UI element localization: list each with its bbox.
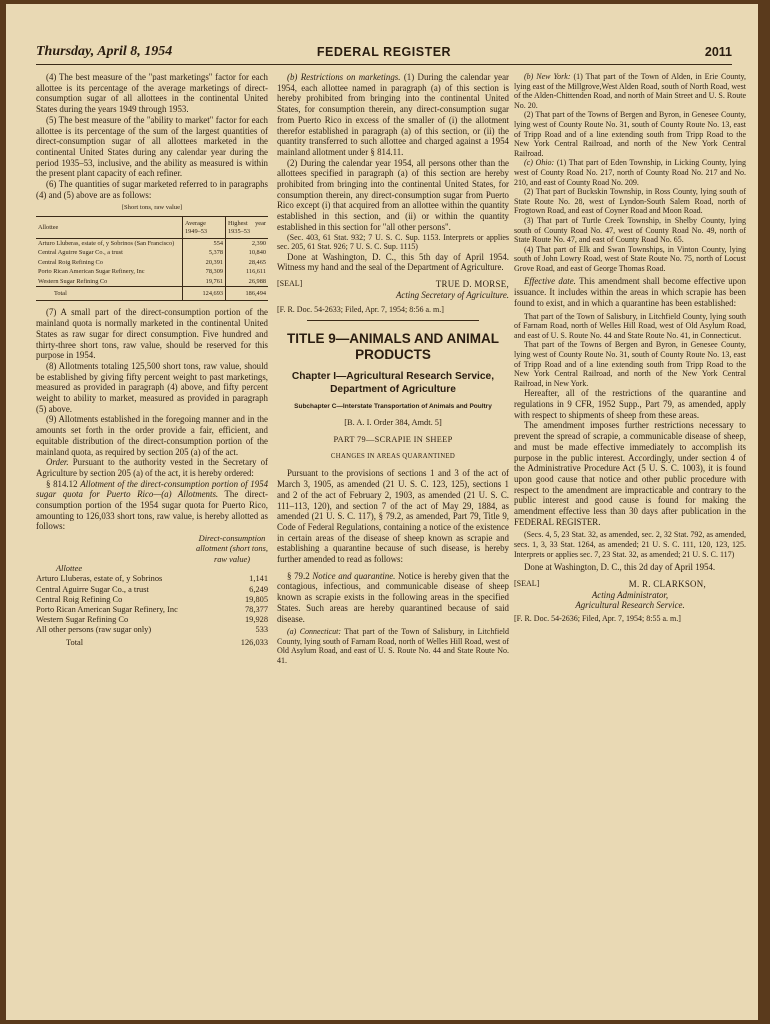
allotment-total-value: 126,033 [240, 637, 268, 647]
new-york-paragraph-1 [514, 72, 746, 110]
title-heading: TITLE 9—ANIMALS AND ANIMAL PRODUCTS [287, 331, 499, 363]
header-date: Thursday, April 8, 1954 [36, 44, 173, 59]
table-cell-avg: 5,378 [183, 248, 226, 257]
allotment-name: Porto Rican American Sugar Refinery, Inc [36, 604, 178, 614]
table-cell-high: 116,611 [226, 267, 269, 276]
table-header-highest: Highest year 1935–53 [226, 217, 269, 239]
included-area-2: That part of the Towns of Bergen and Byron, in Genesee County, lying west of County Route No. 31, south of County Route No. 13, east of Tripp Road and of a line extending south from Tripp Road to the New York Central Railroad, and north of the New York Central Railroad, in New York. [514, 340, 746, 388]
list-item [36, 585, 268, 595]
section-text: Notice is hereby given that the contagious, infectious, and communicable disease of sheep known as scrapie exists in the following areas in the specified States. Such areas are hereby quarantined because of said disease. [277, 570, 510, 624]
amendment-paragraph: The amendment imposes further restrictions necessary to prevent the spread of scrapie, a communicable disease of sheep, and must be made effective immediately to accomplish its purpose in the public interest. Accordingly, under section 4 of the Administrative Procedure Act (5 U. S. C. 1003), it is found upon good cause that notice and other public procedure with respect to the amendment are impracticable and contrary to the public interest and good cause is found for making the amendment effective less than 30 days after publication in the FEDERAL REGISTER. [514, 420, 746, 527]
signer-title-2: Agricultural Research Service. [575, 600, 685, 611]
connecticut-text: That part of the Town of Salisbury, in Litchfield County, lying south of Farnam Road, north of Welles Hill Road, west of Old Asylum Road, and east of U. S. Route No. 44 and State Route No. 41. [277, 627, 510, 666]
fr-doc-note: [F. R. Doc. 54-2636; Filed, Apr. 7, 1954; 8:55 a. m.] [514, 614, 681, 624]
header-title: FEDERAL REGISTER [316, 45, 452, 59]
list-item [36, 574, 268, 584]
list-item [36, 615, 268, 625]
allotment-value: 19,928 [244, 615, 268, 625]
part-heading: PART 79—SCRAPIE IN SHEEP [333, 435, 453, 445]
document-page [6, 4, 758, 1020]
included-area-1: That part of the Town of Salisbury, in Litchfield County, lying south of Farnam Road, north of Welles Hill Road, west of Old Asylum Road, and east of U. S. Route No. 44 and State Route No. 41, in Connecticut. [514, 311, 746, 340]
allotment-name: Western Sugar Refining Co [36, 615, 129, 625]
restrictions-text: (1) During the calendar year 1954, each allottee named in paragraph (a) of this section is hereby prohibited from bringing into the continental United States, for consumption therein, any direct-consumption sugar from Puerto Rico in excess of the smaller of (i) the allotment therefor established in paragraph (a) of this section, or (ii) the quantity transferred to such allottee and charged against a 1954 mainland allotment under § 814.11. [277, 72, 510, 157]
table-cell-name: Western Sugar Refining Co [38, 277, 108, 285]
seal: [SEAL] [514, 578, 540, 588]
new-york-label: (b) New York: [524, 72, 571, 81]
allotment-value: 78,377 [244, 604, 268, 614]
section-title: Notice and quarantine. [312, 570, 396, 581]
chapter-heading: Chapter I—Agricultural Research Service, Department of Agriculture [291, 371, 495, 395]
list-item [36, 595, 268, 605]
table-cell-name: Central Roig Refining Co [38, 258, 103, 266]
paragraph-5: (5) The best measure of the "ability to market" factor for each allottee is its percentage of the sum of the largest quantities of direct-consumption sugar of all allottees marketed in the continental United States during any calendar year during the period 1935–53, inclusive, and the ability as measured is within the present plant capacity of each refiner. [36, 114, 268, 179]
ohio-paragraph-3: (3) That part of Turtle Creek Township, in Shelby County, lying south of County Road No. 47, west of County Road No. 49, north of State Route No. 47, and east of County Road No. 65. [514, 215, 746, 245]
table-header-allottee: Allottee [36, 217, 183, 239]
allotment-header [36, 534, 268, 574]
list-item [36, 625, 268, 635]
order-label: Order. [46, 457, 69, 468]
restrictions-paragraph [277, 72, 509, 158]
table-cell-high: 28,465 [226, 258, 269, 267]
marketings-table [36, 216, 268, 301]
effective-date-label: Effective date. [524, 276, 576, 287]
signer-name: M. R. CLARKSON, [628, 578, 706, 589]
list-item [36, 605, 268, 615]
new-york-text-1: (1) That part of the Town of Alden, in Erie County, lying east of the Millgrove,West Alden Road, south of North Road, west of the Alden-Chittenden Road, and north of Main Street and U. S. Route No. 20. [514, 72, 746, 110]
fr-doc-note: [F. R. Doc. 54-2633; Filed, Apr. 7, 1954; 8:56 a. m.] [277, 304, 444, 314]
order-text: Pursuant to the authority vested in the Secretary of Agriculture by section 205 (a) of the act, it is hereby ordered: [36, 457, 269, 478]
changes-heading: CHANGES IN AREAS QUARANTINED [330, 452, 456, 460]
table-cell-high: 2,390 [226, 238, 269, 248]
section-label: § 814.12 [46, 478, 78, 489]
signer-name: TRUE D. MORSE, [435, 279, 509, 290]
table-cell-avg: 19,761 [183, 277, 226, 287]
table-header-average: Average 1949–53 [183, 217, 226, 239]
paragraph-8: (8) Allotments totaling 125,500 short tons, raw value, should be established by giving fifty percent weight to past marketings, measured as provided in paragraph (4) above, and fifty percent weight to ability to market, measured as provided in paragraph (5) above. [36, 360, 268, 414]
table-cell-name: Porto Rican American Sugar Refinery, Inc [38, 268, 145, 276]
table-total-avg: 124,693 [183, 286, 226, 300]
paragraph-7: (7) A small part of the direct-consumption portion of the mainland quota is normally marketed in the continental United States as raw sugar for direct consumption. Five hundred and thirty-three short tons, raw value, should be reserved for this purpose in 1954. [36, 307, 268, 361]
allotment-value: 1,141 [249, 574, 268, 584]
paragraph-4: (4) The best measure of the "past marketings" factor for each allottee is its percentage of the average marketings of direct-consumption sugar of all allottees in the continental United States during the years 1949 through 1953. [36, 72, 268, 115]
table-cell-name: Arturo Lluberas, estate of, y Sobrinos (San Francisco) [38, 239, 175, 247]
table-cell-name: Central Aguirre Sugar Co., a trust [38, 249, 123, 257]
table-row [36, 277, 268, 287]
restrictions-paragraph-2: (2) During the calendar year 1954, all persons other than the allottees specified in paragraph (a) of this section are hereby prohibited from bringing into the continental United States, for consumption therein, any direct-consumption sugar from Puerto Rico except (i) that acquired from an allottee within the quantity established in this section, and (ii) or within the quantity established in this section for "all other persons". [277, 157, 509, 232]
ohio-paragraph-2: (2) That part of Buckskin Township, in Ross County, lying south of State Route No. 28, west of Lyndon-South Salem Road, north of Frogtown Road, and east of Coyner Road and Moon Road. [514, 187, 746, 216]
allotment-header-value: Direct-consumption allotment (short tons, raw value) [196, 534, 268, 564]
table-row [36, 267, 268, 276]
paragraph-6: (6) The quantities of sugar marketed referred to in paragraphs (4) and (5) above are as follows: [36, 179, 268, 200]
allotment-value: 533 [255, 625, 268, 635]
section-label: § 79.2 [287, 570, 310, 581]
connecticut-label: (a) Connecticut: [287, 627, 342, 637]
allotment-value: 19,805 [244, 594, 268, 604]
table-total-high: 186,494 [226, 286, 269, 300]
signature-block [514, 579, 746, 611]
authority-citation: (Sec. 403, 61 Stat. 932; 7 U. S. C. Sup. 1153. Interprets or applies sec. 205, 61 Stat. 926; 7 U. S. C. Sup. 1115) [277, 232, 509, 252]
signature-block [277, 279, 509, 300]
allotment-total [36, 638, 268, 648]
order-paragraph [36, 457, 268, 478]
allotment-name: Arturo Lluberas, estate of, y Sobrinos [36, 574, 163, 584]
table-total-row [36, 286, 268, 300]
table-row [36, 248, 268, 257]
allotment-header-allottee: Allottee [56, 564, 83, 574]
ohio-label: (c) Ohio: [524, 158, 555, 168]
effective-date-text: This amendment shall become effective upon issuance. It includes within the areas in which scrapie has been found to exist, and in which a quarantine has been established: [514, 276, 746, 308]
table-cell-high: 26,988 [226, 277, 269, 287]
page-header [36, 44, 732, 65]
hereafter-paragraph: Hereafter, all of the restrictions of the quarantine and regulations in 9 CFR, 1952 Supp., Part 79, as amended, apply with respect to shipments of sheep from these areas. [514, 388, 746, 420]
table-caption: [Short tons, raw value] [121, 204, 183, 212]
ohio-text-1: (1) That part of Eden Township, in Licking County, lying west of County Road No. 217, north of County Road No. 217 and No. 210, and east of County Road No. 209. [514, 158, 746, 187]
ohio-paragraph-1 [514, 158, 746, 187]
table-row [36, 258, 268, 267]
column-1 [36, 72, 268, 648]
done-at-washington: Done at Washington, D. C., this 5th day of April 1954. Witness my hand and the seal of the Department of Agriculture. [277, 251, 509, 273]
section-79-2 [277, 571, 509, 625]
allotment-name: Central Roig Refining Co [36, 594, 123, 604]
column-2 [277, 72, 509, 666]
allotment-name: Central Aguirre Sugar Co., a trust [36, 584, 149, 594]
table-row [36, 238, 268, 248]
table-cell-avg: 20,391 [183, 258, 226, 267]
paragraph-9: (9) Allotments established in the foregoing manner and in the amounts set forth in the order provide a fair, efficient, and equitable distribution of the direct-consumption portion of the mainland quota, as required by section 205 (a) of the act. [36, 414, 268, 457]
allotment-list [36, 534, 268, 648]
ohio-paragraph-4: (4) That part of Elk and Swan Townships, in Vinton County, lying south of John Lowry Road, west of State Route No. 75, north of Locust Grove Road, and east of George Thomas Road. [514, 244, 746, 273]
new-york-paragraph-2: (2) That part of the Towns of Bergen and Byron, in Genesee County, lying west of County Route No. 31, south of County Route No. 13, east of Tripp Road and of a line extending south from Tripp Road to the New York Central Railroad, and north of the New York Central Railroad. [514, 110, 746, 158]
signer-title-1: Acting Administrator, [591, 589, 669, 600]
divider [307, 320, 479, 321]
order-number: [B. A. I. Order 384, Amdt. 5] [344, 418, 442, 428]
section-text: The direct-consumption portion of the 1954 sugar quota for Puerto Rico, amounting to 126,033 short tons, raw value, is hereby allotted as follows: [36, 489, 268, 532]
table-cell-avg: 78,309 [183, 267, 226, 276]
pursuant-paragraph: Pursuant to the provisions of sections 1 and 3 of the act of March 3, 1905, as amended (21 U. S. C. 123, 125), sections 1 and 2 of the act of February 2, 1903, as amended (21 U. S. C. 111–113, 120), and section 7 of the act of May 29, 1884, as amended (21 U. S. C. 117), § 79.2, as amended, Part 79, Title 9, Code of Federal Regulations, containing a notice of the existence in certain areas of the disease of sheep known as scrapie and establishing a quarantine because of such disease, is hereby further amended to read as follows: [277, 468, 509, 565]
allotment-total-label: Total [66, 637, 84, 647]
connecticut-paragraph [277, 627, 509, 665]
section-title: Allotment of the direct-consumption portion of 1954 sugar quota for Puerto Rico—(a) Allotments. [36, 478, 269, 500]
authority-citation: (Secs. 4, 5, 23 Stat. 32, as amended, sec. 2, 32 Stat. 792, as amended, secs. 1, 3, 33 Stat. 1264, as amended; 21 U. S. C. 111, 120, 123, 125. Interprets or applies sec. 7, 23 Stat. 32, as amended; 21 U. S. C. 117) [514, 530, 746, 559]
section-814-12 [36, 479, 268, 533]
seal: [SEAL] [277, 279, 303, 289]
table-cell-high: 10,840 [226, 248, 269, 257]
subchapter-heading: Subchapter C—Interstate Transportation of Animals and Poultry [294, 403, 492, 411]
table-cell-avg: 554 [183, 238, 226, 248]
allotment-name: All other persons (raw sugar only) [36, 625, 152, 635]
restrictions-label: (b) Restrictions on marketings. [287, 72, 401, 82]
page-number: 2011 [704, 45, 732, 59]
table-total-label: Total [36, 286, 183, 300]
allotment-value: 6,249 [249, 584, 268, 594]
effective-date-paragraph [514, 276, 746, 308]
done-at-washington: Done at Washington, D. C., this 2d day of April 1954. [524, 562, 716, 573]
signer-title: Acting Secretary of Agriculture. [395, 289, 509, 300]
column-3 [514, 72, 746, 624]
